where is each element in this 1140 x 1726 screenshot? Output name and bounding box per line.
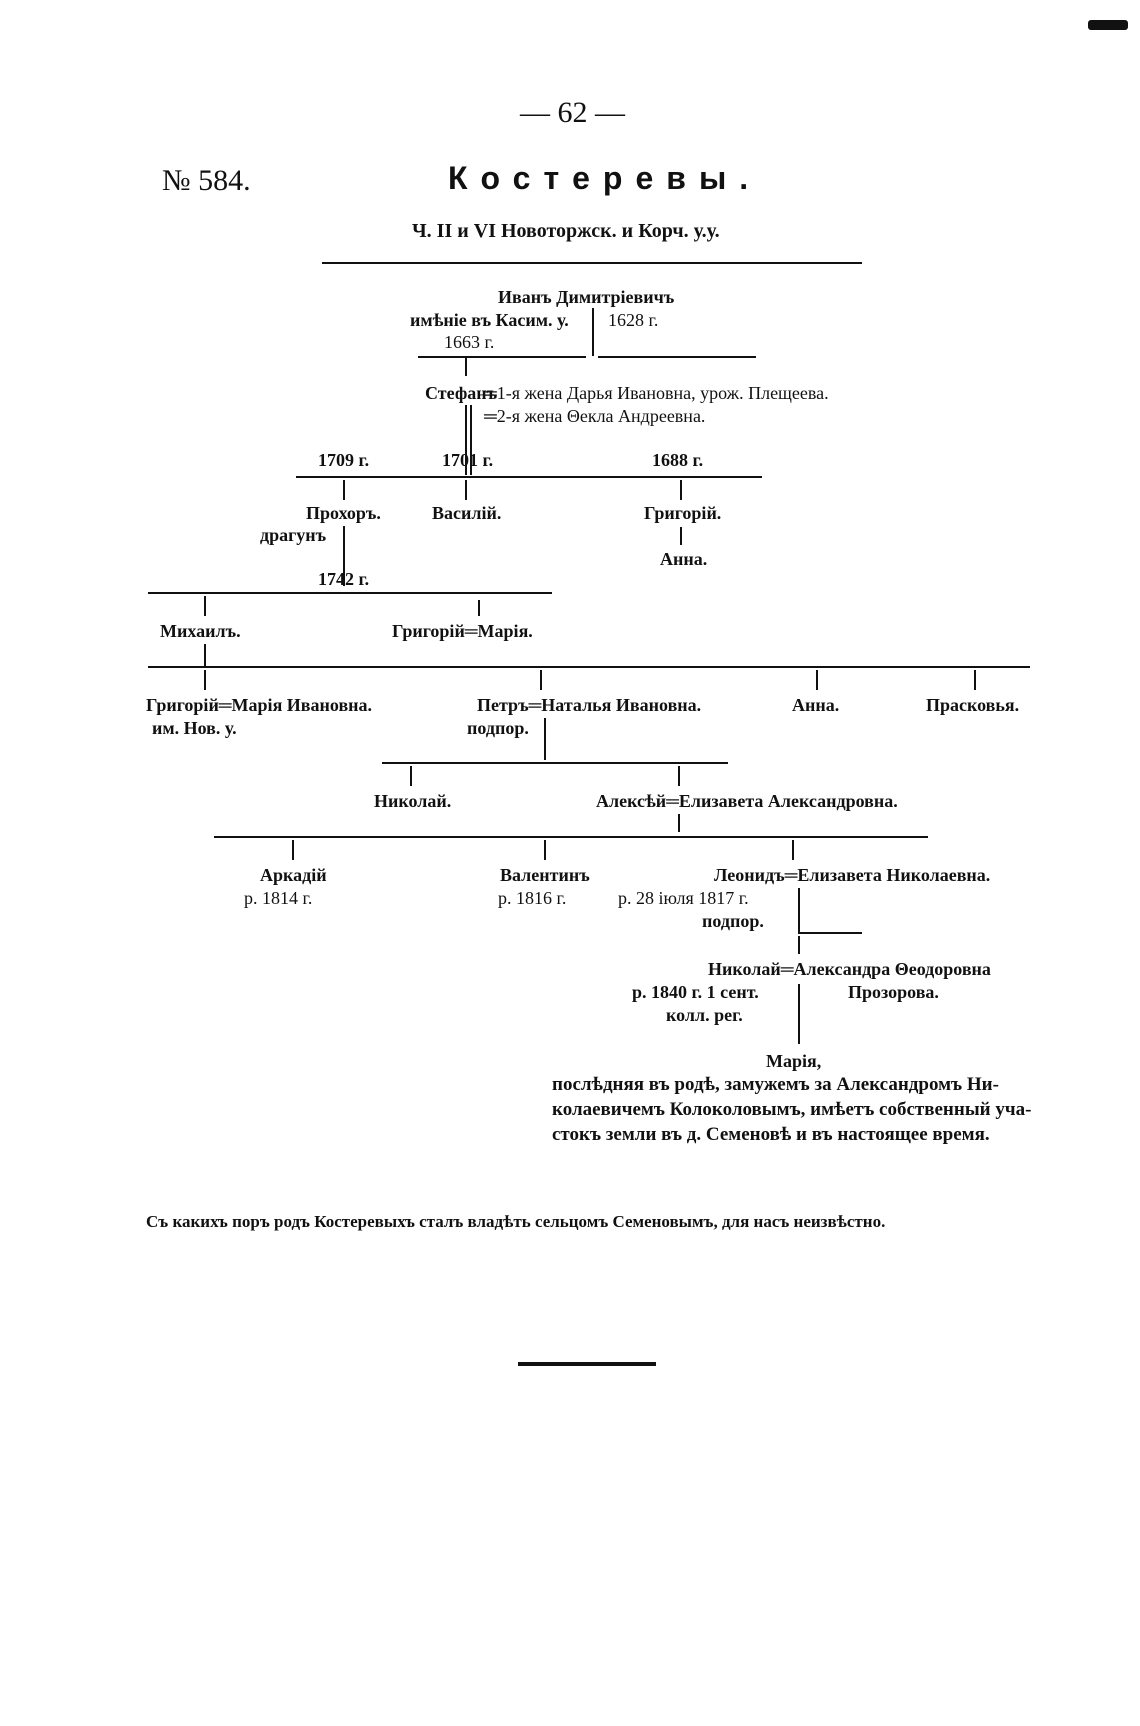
person-grigory-1: Григорій.: [644, 503, 722, 523]
valentin-born: р. 1816 г.: [498, 888, 567, 908]
ivan-estate: имѣніе въ Касим. у.: [410, 310, 569, 330]
person-ivan: Иванъ Димитріевичъ: [498, 287, 675, 307]
connector: [478, 600, 480, 616]
family-title: Костеревы.: [448, 160, 762, 196]
person-stefan: Стефанъ: [425, 383, 498, 403]
stefan-wife-2: ═2-я жена Θекла Андреевна.: [484, 406, 706, 426]
ivan-year-1663: 1663 г.: [444, 332, 495, 352]
person-nikolai-alexandra: Николай═Александра Θеодоровна: [708, 959, 991, 979]
footnote: Съ какихъ поръ родъ Костеревыхъ сталъ владѣть сельцомъ Семеновымъ, для насъ неизвѣстно.: [146, 1212, 886, 1231]
rule-leonid-children: [798, 932, 862, 934]
page-number: — 62 —: [520, 96, 625, 129]
connector: [680, 527, 682, 545]
year-1688: 1688 г.: [652, 450, 704, 470]
maria-note-line-3: стокъ земли въ д. Семеновѣ и въ настоящее время.: [552, 1124, 990, 1145]
stefan-wife-1: ═1-я жена Дарья Ивановна, урож. Плещеева.: [484, 383, 829, 403]
person-maria: Марія,: [766, 1051, 822, 1071]
connector: [798, 936, 800, 954]
maria-note-line-1: послѣдняя въ родѣ, замужемъ за Александромъ Ни-: [552, 1074, 999, 1095]
person-praskovya: Прасковья.: [926, 695, 1020, 715]
rule-generation-5: [148, 666, 1030, 668]
grigory-estate: им. Нов. у.: [152, 718, 237, 738]
connector: [465, 480, 467, 500]
leonid-born: р. 28 іюля 1817 г.: [618, 888, 749, 908]
person-anna-1: Анна.: [660, 549, 708, 569]
connector: [410, 766, 412, 786]
end-rule: [518, 1362, 656, 1366]
rule-ivan-right: [598, 356, 756, 358]
leonid-rank: подпор.: [702, 911, 764, 931]
nikolai-born: р. 1840 г. 1 сент.: [632, 982, 759, 1002]
connector: [204, 596, 206, 616]
person-prokhor: Прохоръ.: [306, 503, 381, 523]
nikolai-rank: колл. рег.: [666, 1005, 743, 1025]
person-nikolai-1: Николай.: [374, 791, 452, 811]
alexandra-surname: Прозорова.: [848, 982, 939, 1002]
connector: [798, 888, 800, 932]
scan-corner-mark: [1088, 20, 1128, 30]
connector: [678, 814, 680, 832]
connector: [678, 766, 680, 786]
ivan-year-1628: 1628 г.: [608, 310, 659, 330]
connector: [204, 670, 206, 690]
maria-note-line-2: колаевичемъ Колоколовымъ, имѣетъ собственный уча-: [552, 1099, 1032, 1120]
person-grigory-maria-ivanovna: Григорій═Марія Ивановна.: [146, 695, 373, 715]
rule-ivan-left: [418, 356, 586, 358]
year-1709: 1709 г.: [318, 450, 370, 470]
connector: [816, 670, 818, 690]
year-1742: 1742 г.: [318, 569, 370, 589]
person-petr-natalia: Петръ═Наталья Ивановна.: [477, 695, 702, 715]
connector: [798, 984, 800, 1044]
rule-petr-children: [382, 762, 728, 764]
person-anna-2: Анна.: [792, 695, 840, 715]
prokhor-rank: драгунъ: [260, 525, 327, 545]
connector: [680, 480, 682, 500]
person-valentin: Валентинъ: [500, 865, 590, 885]
petr-rank: подпор.: [467, 718, 529, 738]
connector: [592, 308, 594, 356]
year-1701: 1701 г.: [442, 450, 494, 470]
connector: [544, 718, 546, 760]
person-arkady: Аркадій: [260, 865, 327, 885]
record-number: № 584.: [162, 164, 251, 197]
person-alexei-elizaveta: Алексѣй═Елизавета Александровна.: [596, 791, 898, 811]
connector: [343, 480, 345, 500]
person-vasily: Василій.: [432, 503, 502, 523]
rule-alexei-children: [214, 836, 928, 838]
connector: [974, 670, 976, 690]
connector: [292, 840, 294, 860]
district-line: Ч. II и VI Новоторжск. и Корч. у.у.: [412, 220, 720, 242]
rule-prokhor-children: [148, 592, 552, 594]
person-grigory-maria: Григорій═Марія.: [392, 621, 533, 641]
person-mikhail: Михаилъ.: [160, 621, 241, 641]
connector: [544, 840, 546, 860]
connector: [540, 670, 542, 690]
arkady-born: р. 1814 г.: [244, 888, 313, 908]
connector: [465, 358, 467, 376]
connector: [792, 840, 794, 860]
rule-stefan-children: [296, 476, 762, 478]
person-leonid-elizaveta: Леонидъ═Елизавета Николаевна.: [714, 865, 991, 885]
connector: [204, 644, 206, 666]
top-rule: [322, 262, 862, 264]
